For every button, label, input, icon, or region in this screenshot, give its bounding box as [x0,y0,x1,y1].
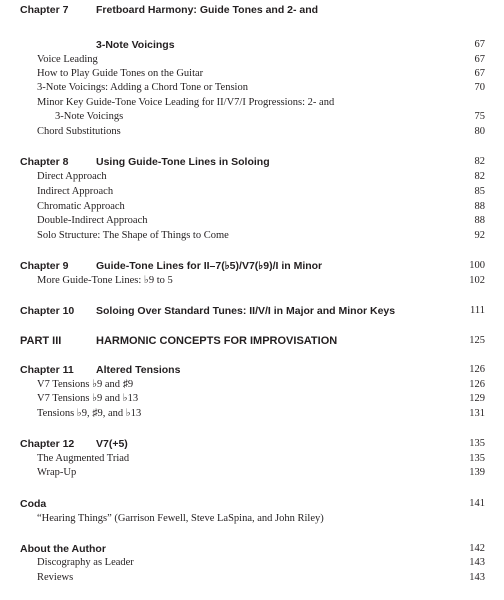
chapter-number: Chapter 8 [20,156,69,168]
chapter-number: Chapter 10 [20,305,75,317]
chapter-title: Fretboard Harmony: Guide Tones and 2- and [96,4,319,16]
page-number: 135 [469,438,485,449]
page-number: 125 [469,335,485,346]
toc-entry: More Guide-Tone Lines: ♭9 to 5 [37,275,173,286]
section-title: Coda [20,498,47,510]
page-number: 131 [469,408,485,419]
page-number: 143 [469,557,485,568]
toc-entry: Chromatic Approach [37,201,125,212]
toc-entry: Tensions ♭9, ♯9, and ♭13 [37,408,142,419]
toc-entry: 3-Note Voicings: Adding a Chord Tone or Tension [37,82,248,93]
page-number: 88 [474,201,485,212]
toc-entry-continued: 3-Note Voicings [55,111,124,122]
chapter-title: Guide-Tone Lines for II–7(♭5)/V7(♭9)/I in Minor [96,260,323,272]
page-number: 82 [474,171,485,182]
page-number: 67 [474,68,485,79]
page-number: 88 [474,215,485,226]
chapter-title: Using Guide-Tone Lines in Soloing [96,156,270,168]
chapter-title-continued: 3-Note Voicings [96,39,175,51]
page-number: 126 [469,379,485,390]
page-number: 67 [474,39,485,50]
section-title: About the Author [20,543,106,555]
page-number: 126 [469,364,485,375]
toc-entry: Wrap-Up [37,467,77,478]
page-number: 141 [469,498,485,509]
page-number: 82 [474,156,485,167]
page-number: 142 [469,543,485,554]
toc-entry: Double-Indirect Approach [37,215,148,226]
chapter-number: Chapter 11 [20,364,74,376]
toc-entry: Minor Key Guide-Tone Voice Leading for II/V7/I Progressions: 2- and [37,97,335,108]
page-number: 102 [469,275,485,286]
page-number: 139 [469,467,485,478]
chapter-title: Altered Tensions [96,364,181,376]
part-title: HARMONIC CONCEPTS FOR IMPROVISATION [96,335,338,347]
chapter-title: V7(+5) [96,438,128,450]
page-number: 135 [469,453,485,464]
chapter-number: Chapter 12 [20,438,75,450]
toc-entry: Solo Structure: The Shape of Things to Come [37,230,229,241]
page-number: 143 [469,572,485,583]
page-number: 75 [474,111,485,122]
part-number: PART III [20,335,62,347]
page-number: 100 [469,260,485,271]
page-number: 70 [474,82,485,93]
chapter-title: Soloing Over Standard Tunes: II/V/I in Major and Minor Keys [96,305,396,317]
page-number: 92 [474,230,485,241]
page-number: 129 [469,393,485,404]
toc-entry: V7 Tensions ♭9 and ♭13 [37,393,139,404]
toc-entry: Voice Leading [37,54,98,65]
chapter-number: Chapter 7 [20,4,69,16]
toc-entry: “Hearing Things” (Garrison Fewell, Steve LaSpina, and John Riley) [37,513,324,524]
page-number: 111 [470,305,485,316]
chapter-number: Chapter 9 [20,260,69,272]
toc-entry: Chord Substitutions [37,126,121,137]
toc-entry: How to Play Guide Tones on the Guitar [37,68,204,79]
toc-entry: Reviews [37,572,74,583]
page-number: 80 [474,126,485,137]
page-number: 67 [474,54,485,65]
toc-entry: V7 Tensions ♭9 and ♯9 [37,379,134,390]
toc-entry: Direct Approach [37,171,107,182]
page-number: 85 [474,186,485,197]
toc-entry: Discography as Leader [37,557,134,568]
toc-entry: Indirect Approach [37,186,114,197]
toc-entry: The Augmented Triad [37,453,130,464]
